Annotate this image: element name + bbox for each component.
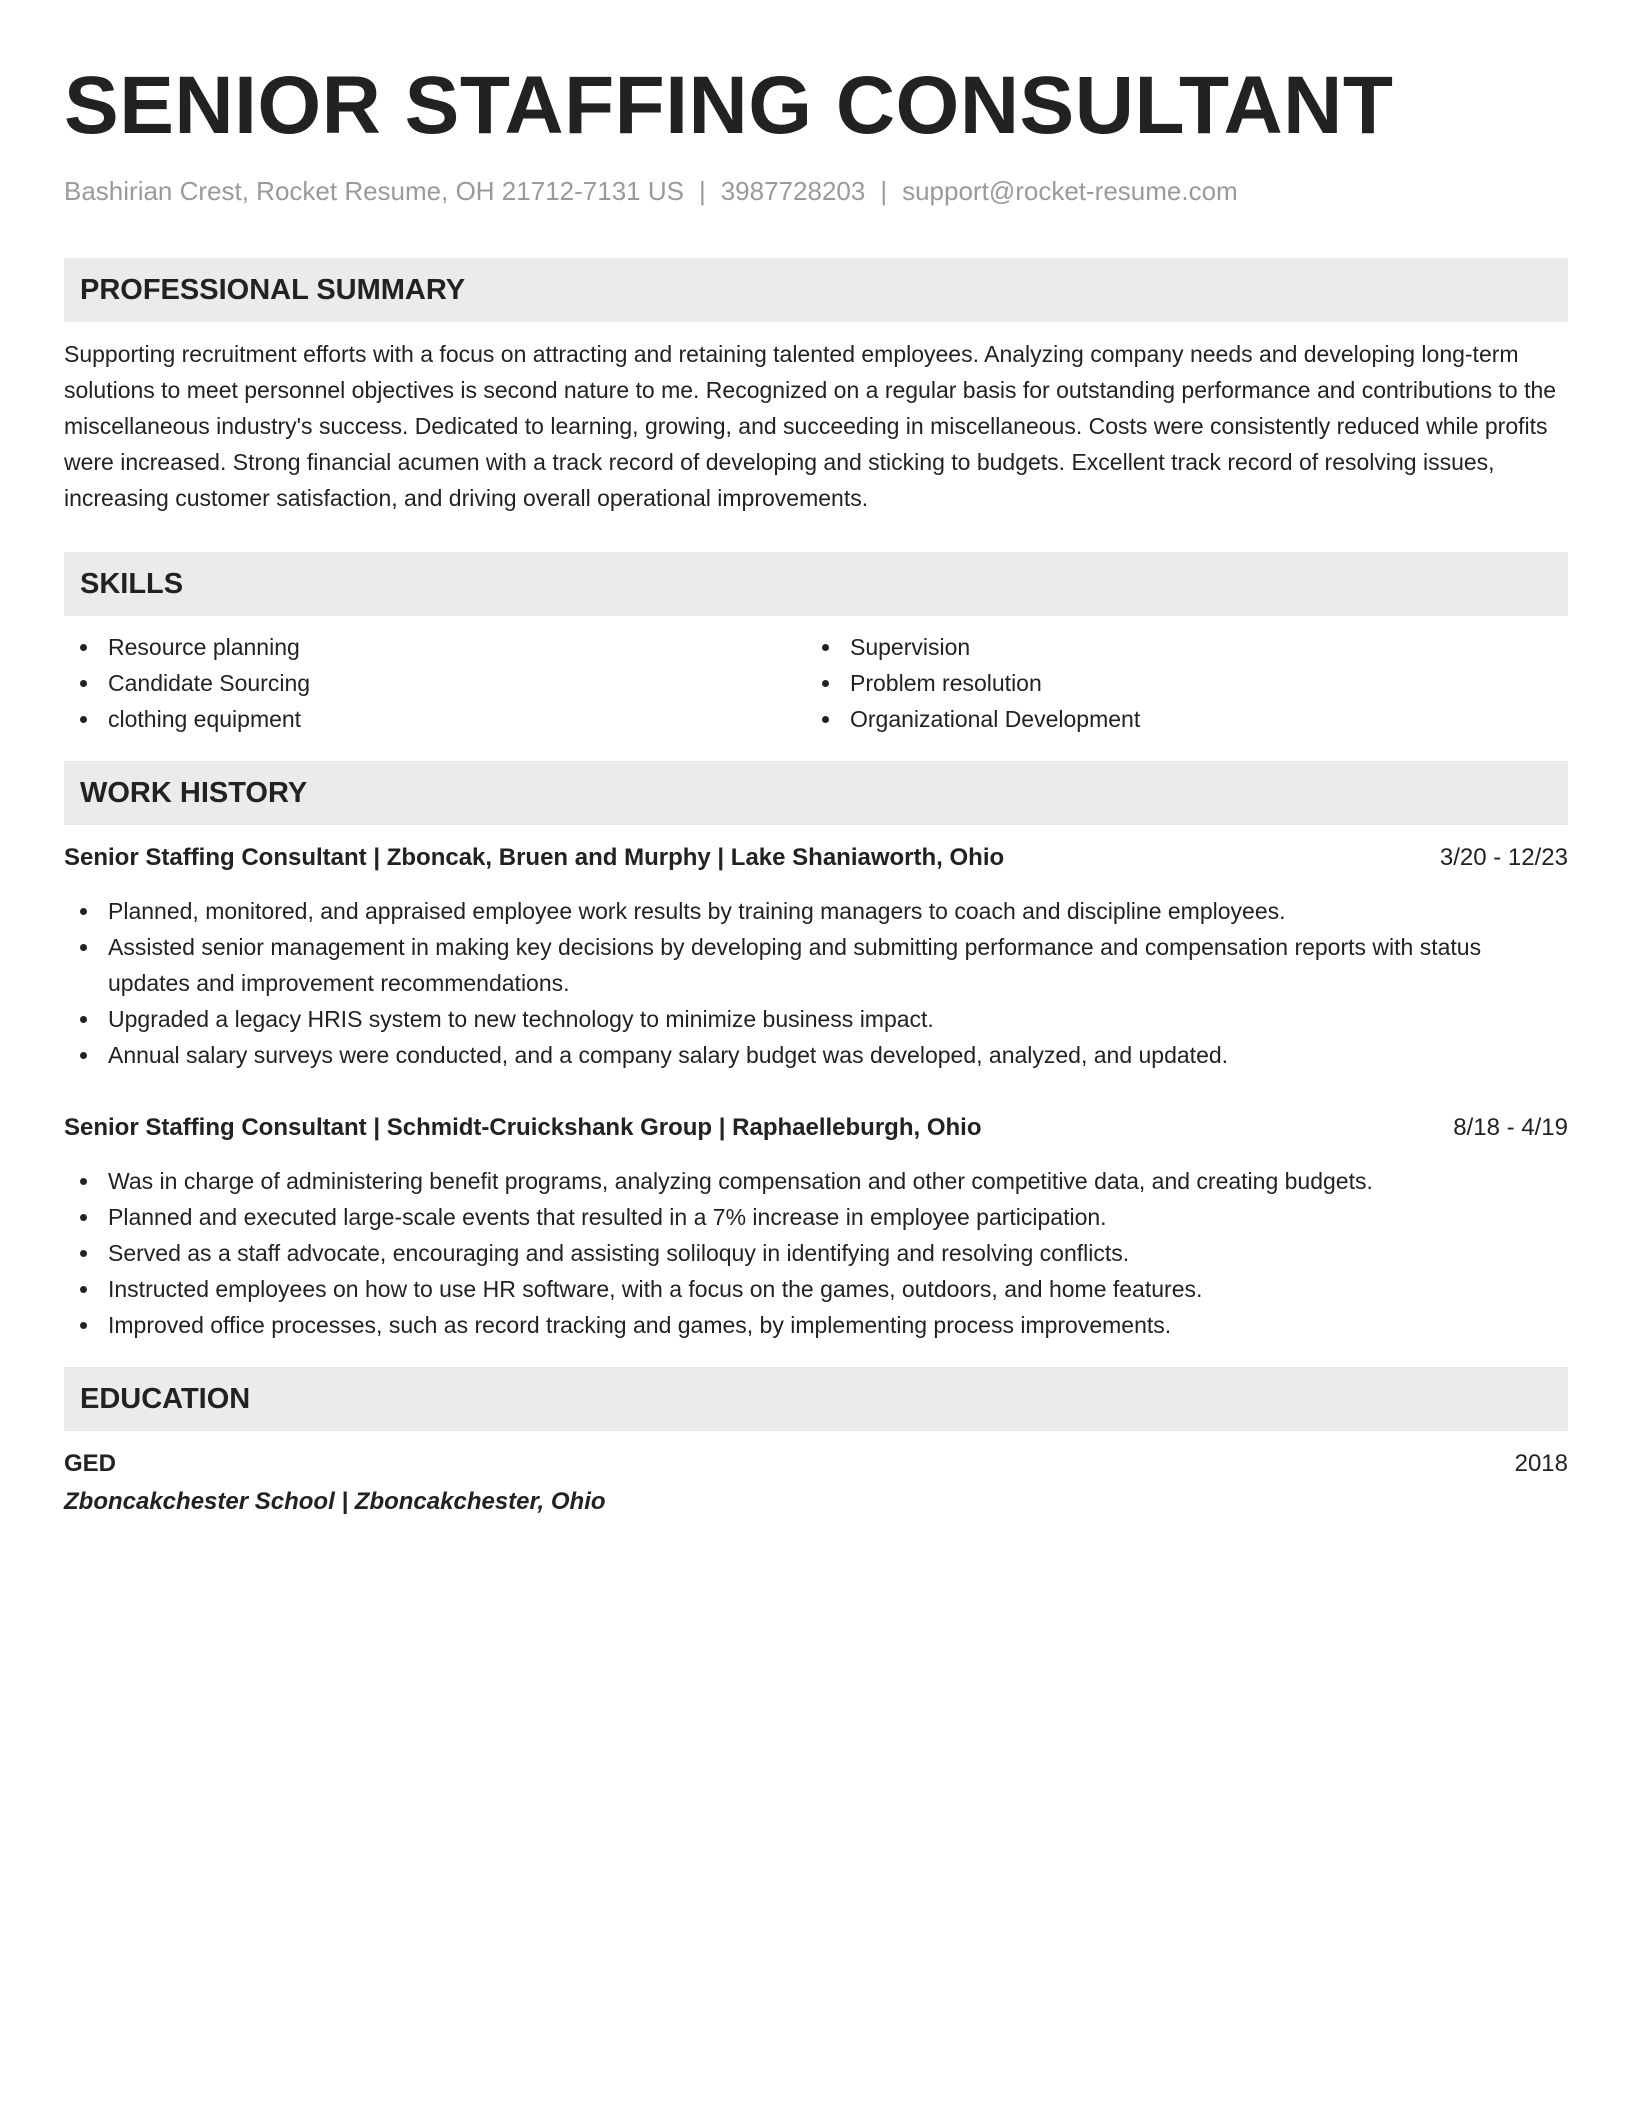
job-bullet-text: Planned and executed large-scale events that resulted in a 7% increase in employee participation. [108,1204,1107,1230]
skill-item [806,629,1548,665]
job-bullets [64,893,1568,1073]
job-bullet [64,1199,1568,1235]
job-bullet-text: Upgraded a legacy HRIS system to new technology to minimize business impact. [108,1006,934,1032]
job-entry [64,1111,1568,1343]
bullet-icon [80,1016,87,1023]
job-bullet-text: Planned, monitored, and appraised employee work results by training managers to coach and discipline employees. [108,898,1286,924]
job-title: Senior Staffing Consultant | Zboncak, Bruen and Murphy | Lake Shaniaworth, Ohio [64,844,1005,871]
job-header [64,841,1568,875]
job-dates: 8/18 - 4/19 [1453,1114,1568,1141]
job-bullet-text: Served as a staff advocate, encouraging and assisting soliloquy in identifying and resolving conflicts. [108,1240,1130,1266]
bullet-icon [822,644,829,651]
education-year: 2018 [1514,1450,1568,1477]
education-degree: GED [64,1450,117,1477]
job-entry [64,841,1568,1073]
bullet-icon [80,680,87,687]
skill-label: Candidate Sourcing [108,670,311,696]
job-title: Senior Staffing Consultant | Schmidt-Cruickshank Group | Raphaelleburgh, Ohio [64,1114,982,1141]
bullet-icon [80,1322,87,1329]
section-heading-skills: SKILLS [64,552,1568,616]
resume-page [64,0,1568,1519]
education-header [64,1447,1568,1481]
job-bullet [64,1037,1568,1073]
contact-address: Bashirian Crest, Rocket Resume, OH 21712-7131 US [64,176,684,206]
job-bullet [64,1001,1568,1037]
education-school: Zboncakchester School | Zboncakchester, Ohio [64,1488,606,1515]
section-heading-education: EDUCATION [64,1367,1568,1431]
job-bullet-text: Instructed employees on how to use HR software, with a focus on the games, outdoors, and home features. [108,1276,1203,1302]
bullet-icon [80,1214,87,1221]
bullet-icon [80,1178,87,1185]
skills-column-right [806,629,1548,737]
job-bullet-text: Assisted senior management in making key decisions by developing and submitting performance and compensation reports with status updates and improvement recommendations. [108,934,1482,996]
job-bullet [64,1163,1568,1199]
skill-label: Organizational Development [850,706,1141,732]
job-bullet-text: Was in charge of administering benefit programs, analyzing compensation and other competitive data, and creating budgets. [108,1168,1373,1194]
skills-column-left [64,629,806,737]
contact-phone: 3987728203 [720,176,866,206]
section-heading-work-history: WORK HISTORY [64,761,1568,825]
bullet-icon [80,1286,87,1293]
contact-line [64,174,1568,208]
job-bullet [64,1307,1568,1343]
skill-item [806,665,1548,701]
skill-label: Problem resolution [850,670,1042,696]
skill-label: clothing equipment [108,706,302,732]
skill-item [64,629,806,665]
bullet-icon [80,716,87,723]
skills-list [64,629,1568,737]
skill-label: Resource planning [108,634,300,660]
bullet-icon [80,644,87,651]
job-bullet [64,1271,1568,1307]
job-bullet-text: Annual salary surveys were conducted, and a company salary budget was developed, analyzed, and updated. [108,1042,1229,1068]
bullet-icon [80,944,87,951]
job-bullet [64,893,1568,929]
job-bullet [64,1235,1568,1271]
job-bullets [64,1163,1568,1343]
job-bullet-text: Improved office processes, such as record tracking and games, by implementing process improvements. [108,1312,1172,1338]
skill-item [64,665,806,701]
contact-separator: | [880,176,888,206]
contact-email: support@rocket-resume.com [902,176,1238,206]
bullet-icon [822,716,829,723]
summary-paragraph: Supporting recruitment efforts with a focus on attracting and retaining talented employees. Analyzing company needs and developing long-term solutions to meet personnel objectives is second nature to me. Recognized on a regular basis for outstanding performance and contributions to the miscellaneous industry's success. Dedicated to learning, growing, and succeeding in miscellaneous. Costs were consistently reduced while profits were increased. Strong financial acumen with a track record of developing and sticking to budgets. Excellent track record of resolving issues, increasing customer satisfaction, and driving overall operational improvements. [64,341,1557,511]
skill-item [64,701,806,737]
bullet-icon [822,680,829,687]
bullet-icon [80,1052,87,1059]
resume-title: SENIOR STAFFING CONSULTANT [64,60,1394,151]
contact-separator: | [698,176,706,206]
section-heading-summary: PROFESSIONAL SUMMARY [64,258,1568,322]
bullet-icon [80,908,87,915]
bullet-icon [80,1250,87,1257]
job-bullet [64,929,1568,1001]
skill-label: Supervision [850,634,971,660]
skill-item [806,701,1548,737]
job-dates: 3/20 - 12/23 [1439,844,1568,871]
job-header [64,1111,1568,1145]
